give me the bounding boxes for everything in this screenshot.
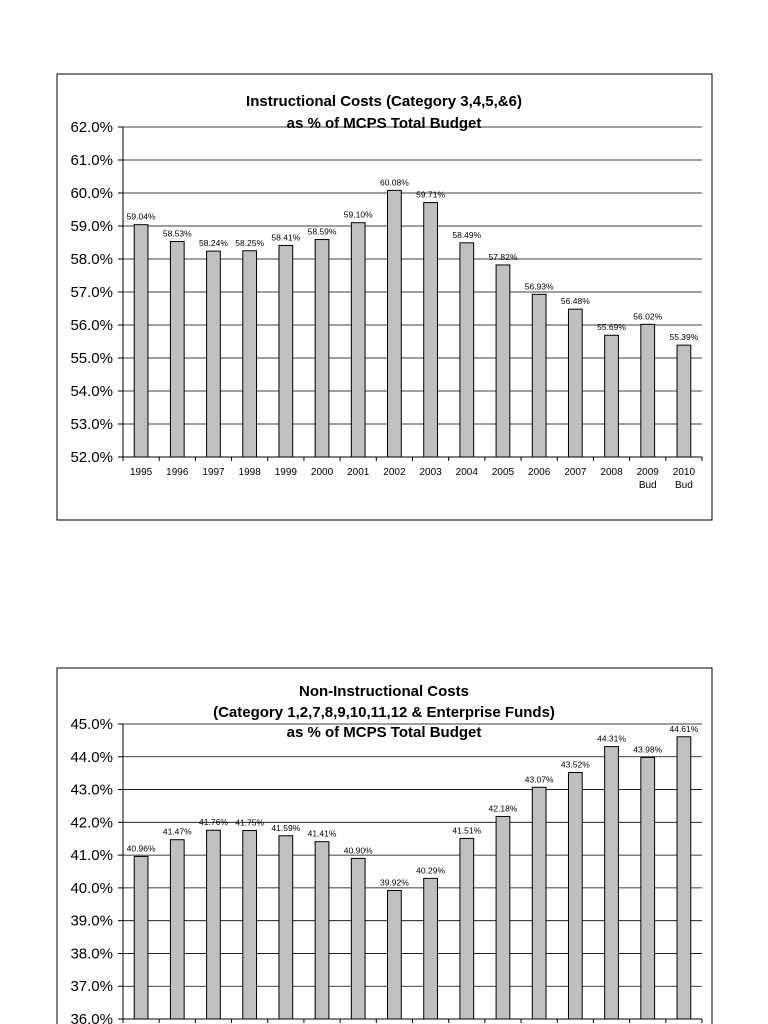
y-tick-label: 56.0% — [70, 317, 113, 334]
data-label: 59.04% — [126, 211, 156, 222]
x-tick-label: 2004 — [455, 467, 478, 478]
data-label: 59.10% — [343, 209, 373, 220]
chart-title-line-1: Instructional Costs (Category 3,4,5,&6) — [246, 93, 522, 110]
bar — [134, 225, 148, 457]
y-tick-label: 60.0% — [70, 185, 113, 202]
x-tick-label: Bud — [675, 480, 693, 491]
bar — [568, 309, 582, 457]
data-label: 42.18% — [488, 803, 518, 814]
bar — [532, 294, 546, 457]
bar — [460, 838, 474, 1019]
x-tick-label: 2010 — [672, 467, 696, 478]
bar — [532, 787, 546, 1019]
x-tick-label: 2007 — [564, 467, 587, 478]
y-tick-label: 55.0% — [70, 350, 113, 367]
y-tick-label: 36.0% — [70, 1011, 113, 1024]
bar — [641, 324, 655, 457]
data-label: 43.07% — [524, 774, 554, 785]
bar — [243, 251, 257, 457]
data-label: 40.96% — [126, 843, 156, 854]
non-instructional-costs-chart — [57, 668, 712, 1024]
bar — [279, 245, 293, 457]
y-tick-label: 58.0% — [70, 251, 113, 268]
data-label: 55.69% — [597, 322, 626, 333]
x-tick-label: 2001 — [347, 467, 370, 478]
bar — [605, 335, 619, 457]
bar — [279, 836, 293, 1019]
y-tick-label: 37.0% — [70, 978, 113, 996]
y-tick-label: 43.0% — [70, 781, 113, 799]
x-tick-label: 1995 — [129, 467, 153, 478]
data-label: 41.51% — [452, 825, 482, 836]
x-tick-label: 2008 — [600, 467, 623, 478]
bar — [134, 856, 148, 1019]
x-tick-label: 2000 — [310, 467, 334, 478]
data-label: 58.53% — [162, 228, 192, 239]
x-tick-label: 1999 — [274, 467, 297, 478]
x-tick-label: 1998 — [238, 467, 261, 478]
bar — [243, 831, 257, 1019]
x-tick-label: Bud — [638, 480, 657, 491]
bar — [170, 840, 184, 1019]
x-tick-label: 2009 — [636, 467, 659, 478]
bar — [641, 757, 655, 1019]
data-label: 58.25% — [235, 237, 265, 248]
x-tick-label: 1997 — [202, 467, 225, 478]
y-tick-label: 42.0% — [70, 814, 113, 832]
data-label: 44.31% — [597, 733, 626, 744]
bar — [460, 243, 474, 457]
y-tick-label: 40.0% — [70, 879, 113, 897]
data-label: 41.76% — [199, 817, 228, 828]
x-tick-label: 2002 — [383, 467, 406, 478]
data-label: 57.82% — [488, 251, 518, 262]
bar — [424, 878, 438, 1019]
data-label: 41.75% — [235, 817, 265, 828]
data-label: 60.08% — [379, 177, 409, 188]
bar — [568, 773, 582, 1019]
bar — [351, 858, 365, 1019]
bar — [496, 265, 510, 457]
y-tick-label: 57.0% — [70, 284, 113, 301]
chart-title-line-3: as % of MCPS Total Budget — [286, 724, 482, 741]
y-tick-label: 41.0% — [70, 847, 113, 865]
bar — [605, 747, 619, 1019]
data-label: 56.93% — [524, 281, 554, 292]
data-label: 56.02% — [633, 311, 663, 322]
bar — [315, 240, 329, 457]
y-tick-label: 39.0% — [70, 912, 113, 930]
data-label: 40.90% — [343, 845, 373, 856]
y-tick-label: 53.0% — [70, 416, 113, 433]
data-label: 41.41% — [307, 828, 337, 839]
data-label: 41.47% — [162, 826, 192, 837]
data-label: 58.59% — [307, 226, 337, 237]
bar — [496, 816, 510, 1019]
y-tick-label: 45.0% — [70, 716, 113, 733]
y-tick-label: 38.0% — [70, 945, 113, 963]
data-label: 59.71% — [416, 189, 446, 200]
chart-title-line-2: as % of MCPS Total Budget — [286, 115, 482, 132]
data-label: 39.92% — [379, 877, 409, 888]
data-label: 58.49% — [452, 229, 482, 240]
data-label: 58.41% — [271, 232, 301, 243]
bar — [207, 830, 221, 1019]
chart-title-line-2: (Category 1,2,7,8,9,10,11,12 & Enterprise Funds) — [213, 704, 555, 721]
bar — [424, 203, 438, 457]
y-tick-label: 62.0% — [70, 119, 113, 136]
x-tick-label: 2003 — [419, 467, 442, 478]
data-label: 44.61% — [669, 723, 699, 734]
y-tick-label: 52.0% — [70, 449, 113, 466]
y-tick-label: 59.0% — [70, 218, 113, 235]
data-label: 56.48% — [560, 296, 590, 307]
bar — [388, 891, 402, 1019]
y-tick-label: 61.0% — [70, 152, 113, 169]
data-label: 55.39% — [669, 332, 699, 343]
bar — [677, 345, 691, 457]
data-label: 43.52% — [560, 759, 590, 770]
x-tick-label: 2005 — [491, 467, 515, 478]
bar — [388, 190, 402, 457]
bar — [315, 842, 329, 1019]
bar — [677, 737, 691, 1019]
instructional-costs-chart — [57, 74, 712, 520]
bar — [170, 242, 184, 457]
y-tick-label: 44.0% — [70, 748, 113, 766]
data-label: 41.59% — [271, 822, 301, 833]
bar — [207, 251, 221, 457]
chart-title-line-1: Non-Instructional Costs — [298, 683, 470, 700]
x-tick-label: 2006 — [528, 467, 551, 478]
data-label: 40.29% — [416, 865, 446, 876]
data-label: 43.98% — [633, 744, 663, 755]
y-tick-label: 54.0% — [70, 383, 113, 400]
data-label: 58.24% — [199, 238, 228, 249]
x-tick-label: 1996 — [166, 467, 189, 478]
bar — [351, 223, 365, 457]
